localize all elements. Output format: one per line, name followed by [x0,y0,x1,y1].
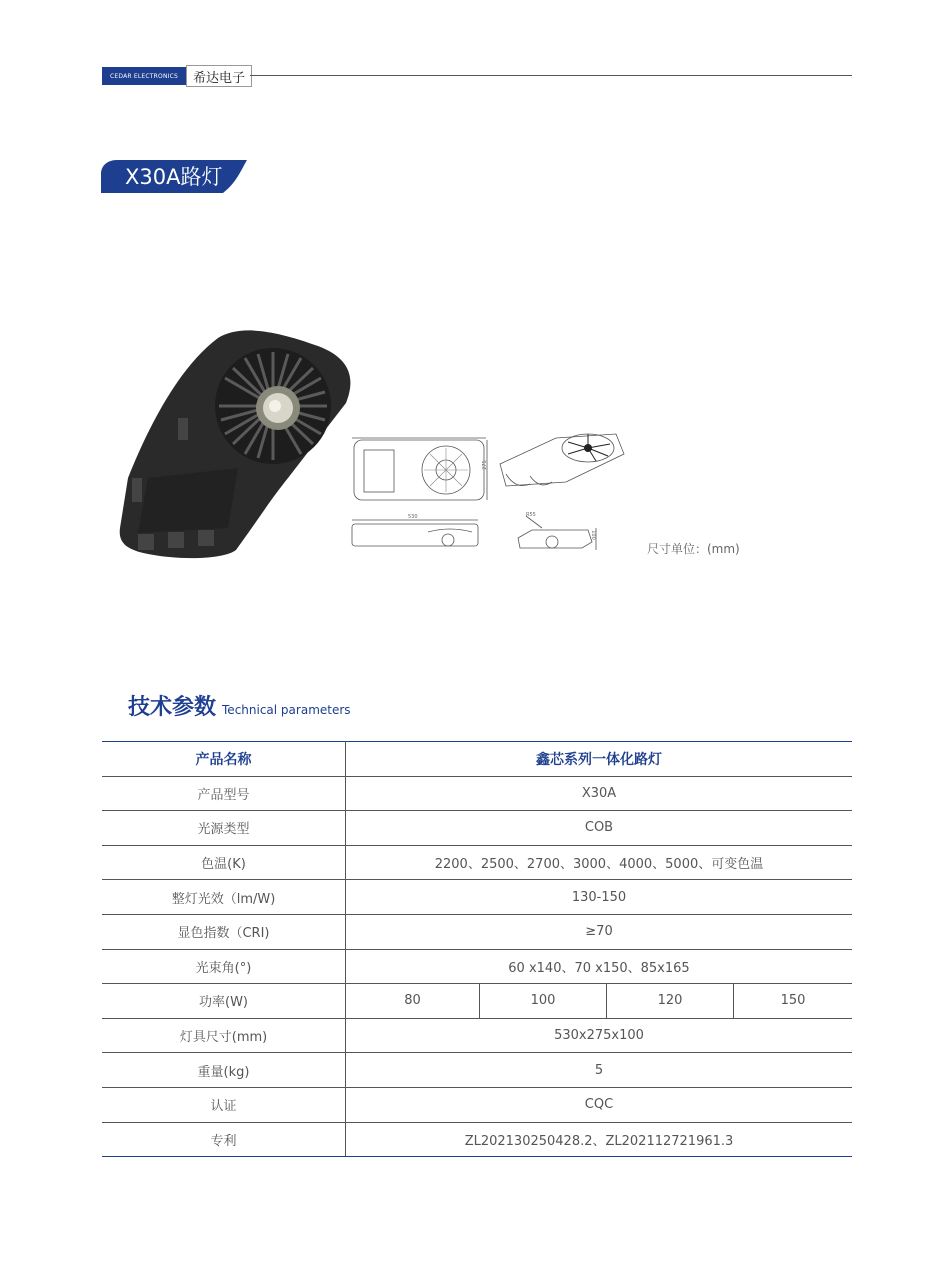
row-label: 认证 [102,1087,346,1122]
table-row [102,880,852,915]
row-value: 130-150 [346,880,853,915]
row-value: 60 x140、70 x150、85x165 [346,949,853,984]
row-label: 灯具尺寸(mm) [102,1018,346,1053]
table-row-power [102,984,852,1019]
page-title-tab [101,160,247,193]
power-value: 120 [607,984,734,1019]
table-row [102,1053,852,1088]
section-heading [128,690,351,721]
section-title-cn: 技术参数 [128,695,217,720]
power-value: 150 [734,984,853,1019]
row-label: 重量(kg) [102,1053,346,1088]
table-row [102,1122,852,1157]
row-value: CQC [346,1087,853,1122]
dim-angle: R55 [526,512,536,518]
drawing-side-view [350,514,480,556]
table-row [102,776,852,811]
header-label: 产品名称 [102,742,346,777]
row-label: 光束角(°) [102,949,346,984]
power-value: 100 [480,984,607,1019]
page-title: X30A路灯 [125,165,223,189]
table-row [102,1018,852,1053]
drawing-iso-view [496,424,628,496]
row-label: 专利 [102,1122,346,1157]
header-value: 鑫芯系列一体化路灯 [346,742,853,777]
unit-note: 尺寸单位：(mm) [647,542,740,556]
dim-height: 100 [589,530,596,540]
row-label: 产品型号 [102,776,346,811]
power-value: 80 [346,984,480,1019]
dim-depth: 275 [481,460,488,470]
row-label: 光源类型 [102,811,346,846]
row-value: 530x275x100 [346,1018,853,1053]
table-row [102,811,852,846]
row-label: 功率(W) [102,984,346,1019]
spec-table [102,741,852,1157]
product-image [118,328,354,564]
row-label: 显色指数（CRI) [102,914,346,949]
brand-en: CEDAR ELECTRONICS [102,67,186,85]
brand-header [102,65,252,87]
dim-width: 530 [408,514,418,520]
row-value: ≥70 [346,914,853,949]
row-value: 5 [346,1053,853,1088]
table-row [102,845,852,880]
section-title-en: Technical parameters [222,703,351,717]
drawing-end-view [512,512,602,558]
row-value: 2200、2500、2700、3000、4000、5000、可变色温 [346,845,853,880]
header-divider [250,75,852,76]
row-value: X30A [346,776,853,811]
drawing-top-view [350,436,490,508]
table-row [102,914,852,949]
table-header-row [102,742,852,777]
row-value: ZL202130250428.2、ZL202112721961.3 [346,1122,853,1157]
row-label: 整灯光效（lm/W) [102,880,346,915]
row-label: 色温(K) [102,845,346,880]
row-value: COB [346,811,853,846]
brand-cn: 希达电子 [186,65,252,87]
table-row [102,949,852,984]
table-row [102,1087,852,1122]
